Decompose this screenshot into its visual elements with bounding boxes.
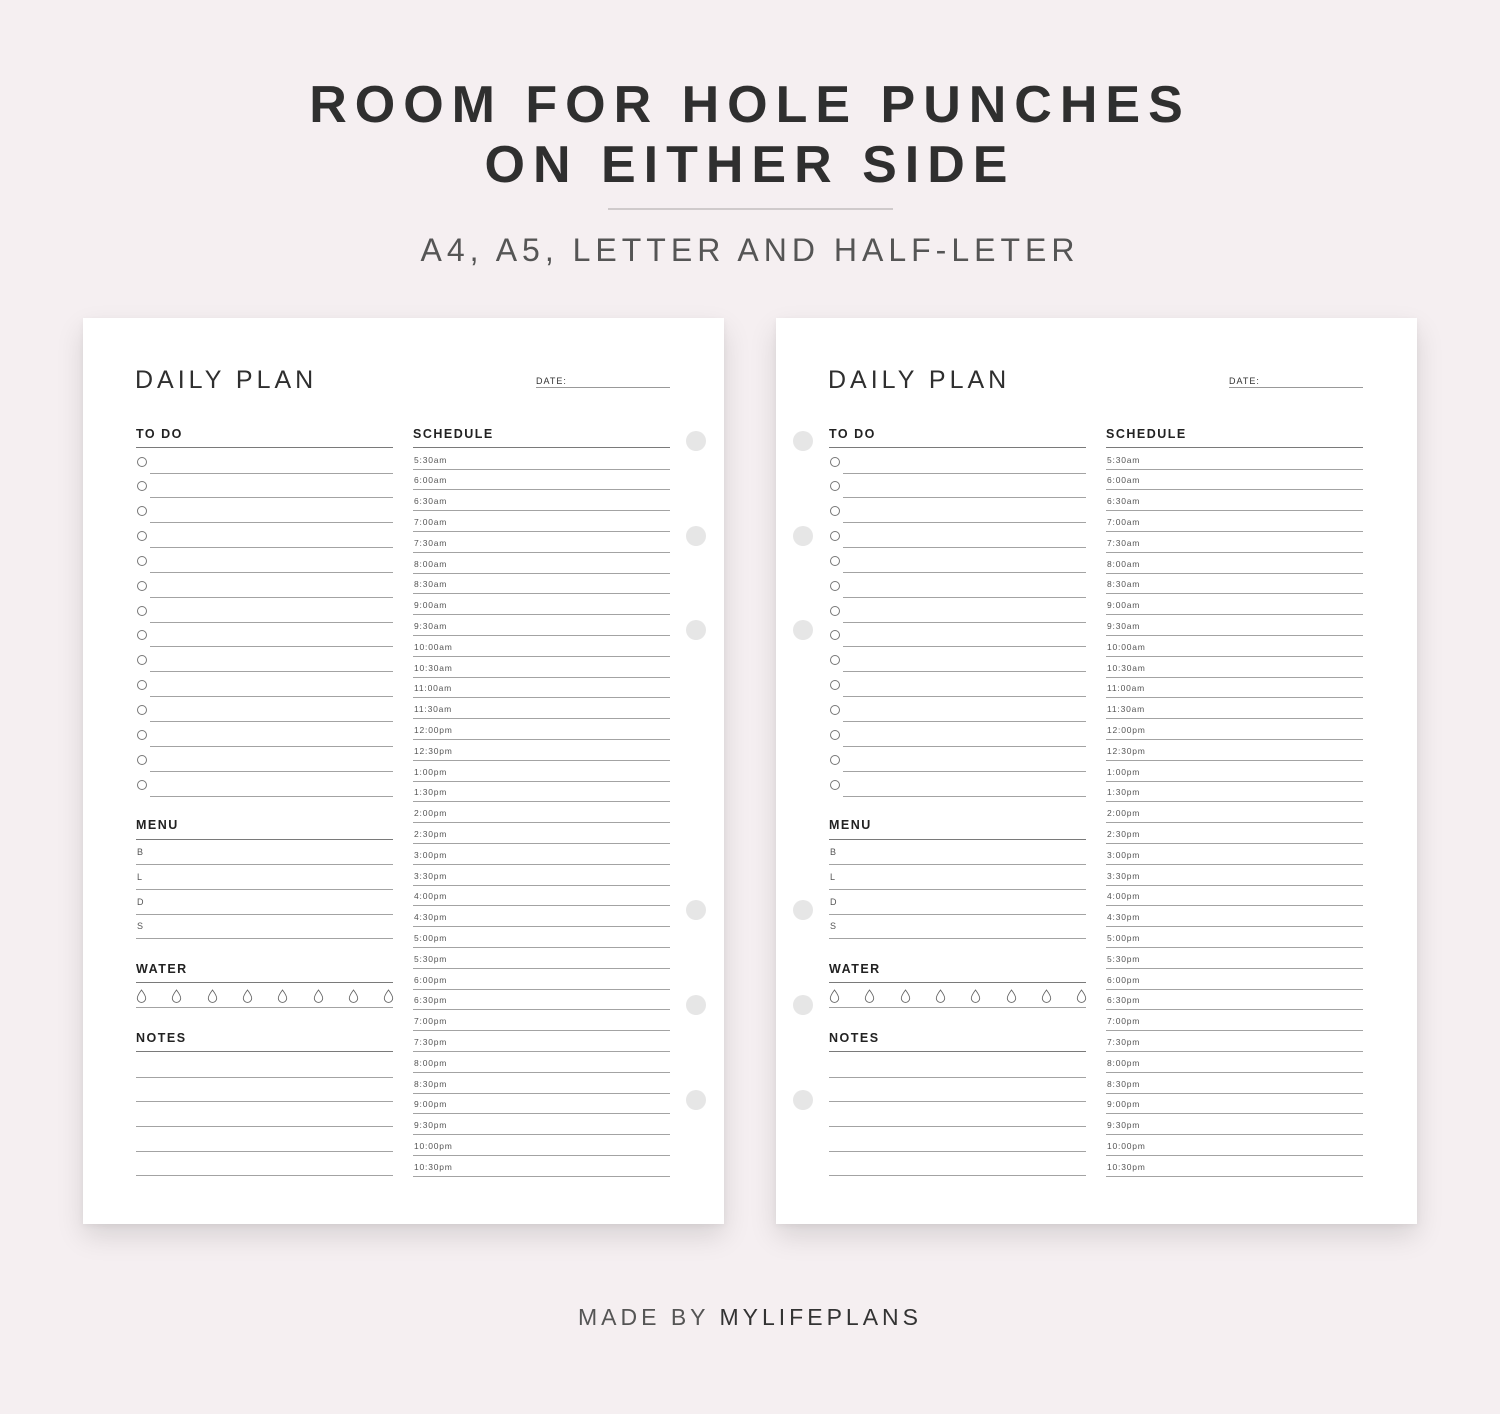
schedule-time: 5:00pm xyxy=(1107,932,1141,943)
schedule-line xyxy=(1106,510,1363,511)
todo-checkbox xyxy=(830,556,840,566)
water-drop-icon xyxy=(348,989,359,1003)
hole-punch-marker xyxy=(686,995,706,1015)
todo-checkbox xyxy=(830,531,840,541)
notes-line xyxy=(136,1175,393,1176)
todo-line xyxy=(843,721,1086,722)
schedule-time: 7:00pm xyxy=(414,1016,448,1027)
schedule-line xyxy=(413,885,670,886)
todo-line xyxy=(150,572,393,573)
schedule-line xyxy=(1106,1155,1363,1156)
todo-checkbox xyxy=(830,730,840,740)
schedule-line xyxy=(413,489,670,490)
headline-line-1: ROOM FOR HOLE PUNCHES xyxy=(309,76,1191,134)
todo-checkbox xyxy=(830,780,840,790)
schedule-line xyxy=(1106,1030,1363,1031)
menu-label-b: B xyxy=(830,847,838,857)
todo-checkbox xyxy=(137,506,147,516)
water-drop-icon xyxy=(136,989,147,1003)
schedule-time: 9:30pm xyxy=(1107,1120,1141,1131)
schedule-line xyxy=(1106,614,1363,615)
menu-line xyxy=(136,864,393,865)
schedule-line xyxy=(1106,885,1363,886)
schedule-time: 2:30pm xyxy=(1107,828,1141,839)
todo-checkbox xyxy=(137,606,147,616)
schedule-line xyxy=(1106,552,1363,553)
schedule-line xyxy=(413,614,670,615)
headline-line-2: ON EITHER SIDE xyxy=(484,136,1016,194)
schedule-line xyxy=(1106,760,1363,761)
todo-line xyxy=(843,671,1086,672)
schedule-time: 6:30pm xyxy=(414,995,448,1006)
hole-punch-marker xyxy=(793,620,813,640)
hole-punch-marker xyxy=(793,900,813,920)
schedule-time: 9:00pm xyxy=(1107,1099,1141,1110)
menu-line xyxy=(829,864,1086,865)
todo-checkbox xyxy=(137,457,147,467)
todo-line xyxy=(843,547,1086,548)
schedule-time: 2:00pm xyxy=(414,808,448,819)
notes-line xyxy=(829,1101,1086,1102)
schedule-time: 12:00pm xyxy=(414,724,453,735)
todo-line xyxy=(843,622,1086,623)
menu-line xyxy=(829,889,1086,890)
schedule-line xyxy=(413,926,670,927)
schedule-line xyxy=(1106,635,1363,636)
schedule-time: 8:30pm xyxy=(414,1078,448,1089)
notes-line xyxy=(829,1126,1086,1127)
water-drop-icon xyxy=(1076,989,1087,1003)
menu-line xyxy=(829,938,1086,939)
schedule-line xyxy=(1106,531,1363,532)
water-drop-icon xyxy=(935,989,946,1003)
menu-line xyxy=(136,914,393,915)
todo-line xyxy=(150,547,393,548)
schedule-time: 12:00pm xyxy=(1107,724,1146,735)
todo-line xyxy=(843,597,1086,598)
water-drop-icon xyxy=(1041,989,1052,1003)
todo-line xyxy=(843,696,1086,697)
hole-punch-marker xyxy=(686,1090,706,1110)
todo-heading: TO DO xyxy=(136,427,183,441)
todo-checkbox xyxy=(830,655,840,665)
menu-heading-rule xyxy=(136,839,393,840)
todo-checkbox xyxy=(830,481,840,491)
todo-line xyxy=(843,497,1086,498)
todo-checkbox xyxy=(830,606,840,616)
schedule-line xyxy=(413,760,670,761)
schedule-time: 7:00pm xyxy=(1107,1016,1141,1027)
water-drop-icon xyxy=(829,989,840,1003)
todo-line xyxy=(150,597,393,598)
todo-checkbox xyxy=(830,506,840,516)
schedule-time: 9:30am xyxy=(414,620,448,631)
todo-heading: TO DO xyxy=(829,427,876,441)
menu-label-d: D xyxy=(137,896,145,907)
hole-punch-marker xyxy=(793,1090,813,1110)
menu-heading: MENU xyxy=(829,818,872,832)
water-line xyxy=(136,1007,393,1008)
schedule-time: 10:00pm xyxy=(1107,1140,1146,1151)
schedule-time: 9:00pm xyxy=(414,1099,448,1110)
menu-label-b: B xyxy=(137,847,145,857)
schedule-time: 11:30am xyxy=(1107,704,1146,715)
todo-line xyxy=(150,522,393,523)
schedule-line xyxy=(1106,843,1363,844)
schedule-heading: SCHEDULE xyxy=(1106,427,1187,441)
date-label: DATE: xyxy=(536,376,567,386)
menu-label-l: L xyxy=(830,871,837,882)
todo-checkbox xyxy=(830,581,840,591)
schedule-line xyxy=(1106,1051,1363,1052)
menu-line xyxy=(829,914,1086,915)
schedule-time: 4:30pm xyxy=(414,912,448,923)
schedule-line xyxy=(413,656,670,657)
todo-line xyxy=(843,771,1086,772)
todo-checkbox xyxy=(830,705,840,715)
date-underline xyxy=(536,387,670,388)
schedule-line xyxy=(1106,739,1363,740)
schedule-line xyxy=(1106,989,1363,990)
schedule-line xyxy=(1106,905,1363,906)
todo-checkbox xyxy=(830,457,840,467)
date-label: DATE: xyxy=(1229,376,1260,386)
schedule-time: 1:00pm xyxy=(414,766,448,777)
todo-checkbox xyxy=(137,730,147,740)
todo-checkbox xyxy=(137,481,147,491)
menu-heading-rule xyxy=(829,839,1086,840)
schedule-line xyxy=(1106,593,1363,594)
schedule-line xyxy=(1106,1009,1363,1010)
water-drop-icon xyxy=(900,989,911,1003)
schedule-time: 4:30pm xyxy=(1107,912,1141,923)
schedule-time: 12:30pm xyxy=(1107,745,1146,756)
todo-heading-rule xyxy=(136,447,393,448)
todo-line xyxy=(150,721,393,722)
water-heading: WATER xyxy=(829,962,881,976)
water-drop-icon xyxy=(313,989,324,1003)
schedule-time: 1:30pm xyxy=(1107,787,1141,798)
todo-line xyxy=(843,473,1086,474)
schedule-time: 6:00pm xyxy=(1107,974,1141,985)
schedule-time: 3:30pm xyxy=(414,870,448,881)
menu-label-s: S xyxy=(137,921,145,932)
schedule-line xyxy=(413,801,670,802)
schedule-time: 8:00pm xyxy=(414,1057,448,1068)
todo-checkbox xyxy=(137,680,147,690)
hole-punch-marker xyxy=(793,431,813,451)
todo-line xyxy=(150,473,393,474)
schedule-time: 4:00pm xyxy=(414,891,448,902)
todo-line xyxy=(150,646,393,647)
schedule-line xyxy=(1106,801,1363,802)
schedule-time: 11:00am xyxy=(1107,683,1146,694)
notes-heading: NOTES xyxy=(829,1031,880,1045)
water-drop-icon xyxy=(171,989,182,1003)
schedule-time: 2:30pm xyxy=(414,828,448,839)
menu-label-s: S xyxy=(830,921,838,932)
schedule-time: 6:00pm xyxy=(414,974,448,985)
todo-line xyxy=(843,646,1086,647)
notes-line xyxy=(136,1126,393,1127)
todo-checkbox xyxy=(830,755,840,765)
schedule-line xyxy=(1106,469,1363,470)
schedule-time: 10:30pm xyxy=(1107,1161,1146,1172)
hole-punch-marker xyxy=(686,620,706,640)
schedule-time: 1:00pm xyxy=(1107,766,1141,777)
todo-line xyxy=(843,572,1086,573)
schedule-time: 10:00pm xyxy=(414,1140,453,1151)
schedule-line xyxy=(1106,1134,1363,1135)
schedule-time: 8:30am xyxy=(1107,579,1141,590)
schedule-time: 5:30pm xyxy=(1107,953,1141,964)
schedule-time: 8:00am xyxy=(414,558,448,569)
schedule-line xyxy=(413,968,670,969)
schedule-time: 6:30am xyxy=(1107,496,1141,507)
notes-line xyxy=(136,1077,393,1078)
todo-line xyxy=(843,796,1086,797)
schedule-line xyxy=(413,864,670,865)
menu-label-d: D xyxy=(830,896,838,907)
schedule-time: 4:00pm xyxy=(1107,891,1141,902)
water-drop-icon xyxy=(207,989,218,1003)
todo-checkbox xyxy=(137,556,147,566)
todo-checkbox xyxy=(137,581,147,591)
todo-line xyxy=(150,771,393,772)
schedule-line xyxy=(1106,1072,1363,1073)
footer-brand: MYLIFEPLANS xyxy=(719,1304,922,1330)
schedule-time: 6:30am xyxy=(414,496,448,507)
schedule-line xyxy=(413,822,670,823)
schedule-time: 8:00pm xyxy=(1107,1057,1141,1068)
schedule-line xyxy=(413,635,670,636)
footer-credit xyxy=(0,1304,1500,1331)
schedule-line xyxy=(1106,864,1363,865)
schedule-time: 10:00am xyxy=(1107,641,1146,652)
todo-line xyxy=(150,696,393,697)
water-drop-icon xyxy=(970,989,981,1003)
schedule-line xyxy=(413,781,670,782)
schedule-line xyxy=(1106,718,1363,719)
todo-checkbox xyxy=(830,630,840,640)
title-divider xyxy=(608,208,893,210)
schedule-line xyxy=(413,469,670,470)
todo-checkbox xyxy=(137,630,147,640)
schedule-time: 2:00pm xyxy=(1107,808,1141,819)
todo-line xyxy=(150,497,393,498)
water-drop-icon xyxy=(1006,989,1017,1003)
schedule-line xyxy=(413,947,670,948)
schedule-line xyxy=(413,905,670,906)
schedule-line xyxy=(413,989,670,990)
schedule-time: 8:30am xyxy=(414,579,448,590)
notes-heading: NOTES xyxy=(136,1031,187,1045)
todo-line xyxy=(843,522,1086,523)
schedule-time: 7:30pm xyxy=(414,1036,448,1047)
schedule-line xyxy=(413,1155,670,1156)
schedule-line xyxy=(413,1072,670,1073)
schedule-time: 7:30pm xyxy=(1107,1036,1141,1047)
schedule-line xyxy=(1106,926,1363,927)
hole-punch-marker xyxy=(793,995,813,1015)
todo-checkbox xyxy=(137,531,147,541)
schedule-time: 3:00pm xyxy=(1107,849,1141,860)
schedule-line xyxy=(1106,656,1363,657)
todo-line xyxy=(150,622,393,623)
schedule-line xyxy=(413,677,670,678)
todo-heading-rule xyxy=(829,447,1086,448)
schedule-time: 9:00am xyxy=(414,600,448,611)
schedule-line xyxy=(413,531,670,532)
menu-label-l: L xyxy=(137,871,144,882)
notes-line xyxy=(829,1077,1086,1078)
water-drop-icon xyxy=(864,989,875,1003)
schedule-line xyxy=(1106,822,1363,823)
notes-line xyxy=(829,1175,1086,1176)
schedule-time: 7:30am xyxy=(1107,537,1141,548)
notes-line xyxy=(136,1151,393,1152)
schedule-time: 10:00am xyxy=(414,641,453,652)
water-heading-rule xyxy=(829,982,1086,983)
schedule-time: 5:30am xyxy=(1107,454,1141,465)
schedule-time: 6:30pm xyxy=(1107,995,1141,1006)
schedule-time: 3:00pm xyxy=(414,849,448,860)
schedule-line xyxy=(413,843,670,844)
schedule-time: 7:00am xyxy=(1107,516,1141,527)
schedule-time: 5:30am xyxy=(414,454,448,465)
schedule-time: 7:00am xyxy=(414,516,448,527)
footer-prefix: MADE BY xyxy=(578,1304,710,1330)
todo-line xyxy=(150,746,393,747)
todo-line xyxy=(150,671,393,672)
schedule-time: 8:30pm xyxy=(1107,1078,1141,1089)
notes-heading-rule xyxy=(136,1051,393,1052)
schedule-line xyxy=(413,1176,670,1177)
todo-checkbox xyxy=(137,780,147,790)
hole-punch-marker xyxy=(686,526,706,546)
hole-punch-marker xyxy=(793,526,813,546)
schedule-time: 10:30pm xyxy=(414,1161,453,1172)
planner-page-right xyxy=(776,318,1417,1224)
schedule-time: 9:30pm xyxy=(414,1120,448,1131)
schedule-line xyxy=(1106,1093,1363,1094)
todo-line xyxy=(843,746,1086,747)
schedule-line xyxy=(413,697,670,698)
schedule-time: 9:30am xyxy=(1107,620,1141,631)
water-heading-rule xyxy=(136,982,393,983)
schedule-line xyxy=(1106,697,1363,698)
paper-sizes: A4, A5, LETTER AND HALF-LETER xyxy=(420,232,1080,268)
schedule-line xyxy=(413,1113,670,1114)
schedule-heading-rule xyxy=(1106,447,1363,448)
water-heading: WATER xyxy=(136,962,188,976)
schedule-line xyxy=(1106,1113,1363,1114)
schedule-time: 10:30am xyxy=(1107,662,1146,673)
todo-checkbox xyxy=(137,655,147,665)
schedule-time: 3:30pm xyxy=(1107,870,1141,881)
todo-checkbox xyxy=(137,705,147,715)
schedule-heading: SCHEDULE xyxy=(413,427,494,441)
page-title: DAILY PLAN xyxy=(135,366,318,394)
schedule-line xyxy=(1106,781,1363,782)
schedule-time: 6:00am xyxy=(1107,475,1141,486)
todo-line xyxy=(150,796,393,797)
hole-punch-marker xyxy=(686,900,706,920)
schedule-time: 8:00am xyxy=(1107,558,1141,569)
schedule-line xyxy=(413,573,670,574)
todo-checkbox xyxy=(137,755,147,765)
schedule-time: 11:30am xyxy=(414,704,453,715)
schedule-line xyxy=(1106,1176,1363,1177)
schedule-time: 5:30pm xyxy=(414,953,448,964)
schedule-line xyxy=(413,718,670,719)
schedule-line xyxy=(1106,573,1363,574)
headline xyxy=(0,75,1500,195)
schedule-line xyxy=(1106,947,1363,948)
water-line xyxy=(829,1007,1086,1008)
schedule-line xyxy=(1106,489,1363,490)
water-drop-icon xyxy=(242,989,253,1003)
schedule-line xyxy=(413,1051,670,1052)
schedule-time: 9:00am xyxy=(1107,600,1141,611)
schedule-line xyxy=(413,593,670,594)
schedule-line xyxy=(1106,968,1363,969)
schedule-time: 1:30pm xyxy=(414,787,448,798)
schedule-line xyxy=(413,1093,670,1094)
schedule-line xyxy=(413,1009,670,1010)
menu-line xyxy=(136,889,393,890)
notes-line xyxy=(829,1151,1086,1152)
date-underline xyxy=(1229,387,1363,388)
schedule-heading-rule xyxy=(413,447,670,448)
schedule-time: 7:30am xyxy=(414,537,448,548)
notes-line xyxy=(136,1101,393,1102)
planner-page-left xyxy=(83,318,724,1224)
schedule-time: 12:30pm xyxy=(414,745,453,756)
schedule-time: 10:30am xyxy=(414,662,453,673)
schedule-line xyxy=(413,1030,670,1031)
water-drop-icon xyxy=(277,989,288,1003)
todo-checkbox xyxy=(830,680,840,690)
schedule-line xyxy=(413,739,670,740)
schedule-line xyxy=(1106,677,1363,678)
schedule-time: 11:00am xyxy=(414,683,453,694)
water-drop-icon xyxy=(383,989,394,1003)
hole-punch-marker xyxy=(686,431,706,451)
schedule-line xyxy=(413,1134,670,1135)
page-title: DAILY PLAN xyxy=(828,366,1011,394)
menu-heading: MENU xyxy=(136,818,179,832)
schedule-time: 5:00pm xyxy=(414,932,448,943)
schedule-line xyxy=(413,552,670,553)
menu-line xyxy=(136,938,393,939)
notes-heading-rule xyxy=(829,1051,1086,1052)
schedule-time: 6:00am xyxy=(414,475,448,486)
schedule-line xyxy=(413,510,670,511)
